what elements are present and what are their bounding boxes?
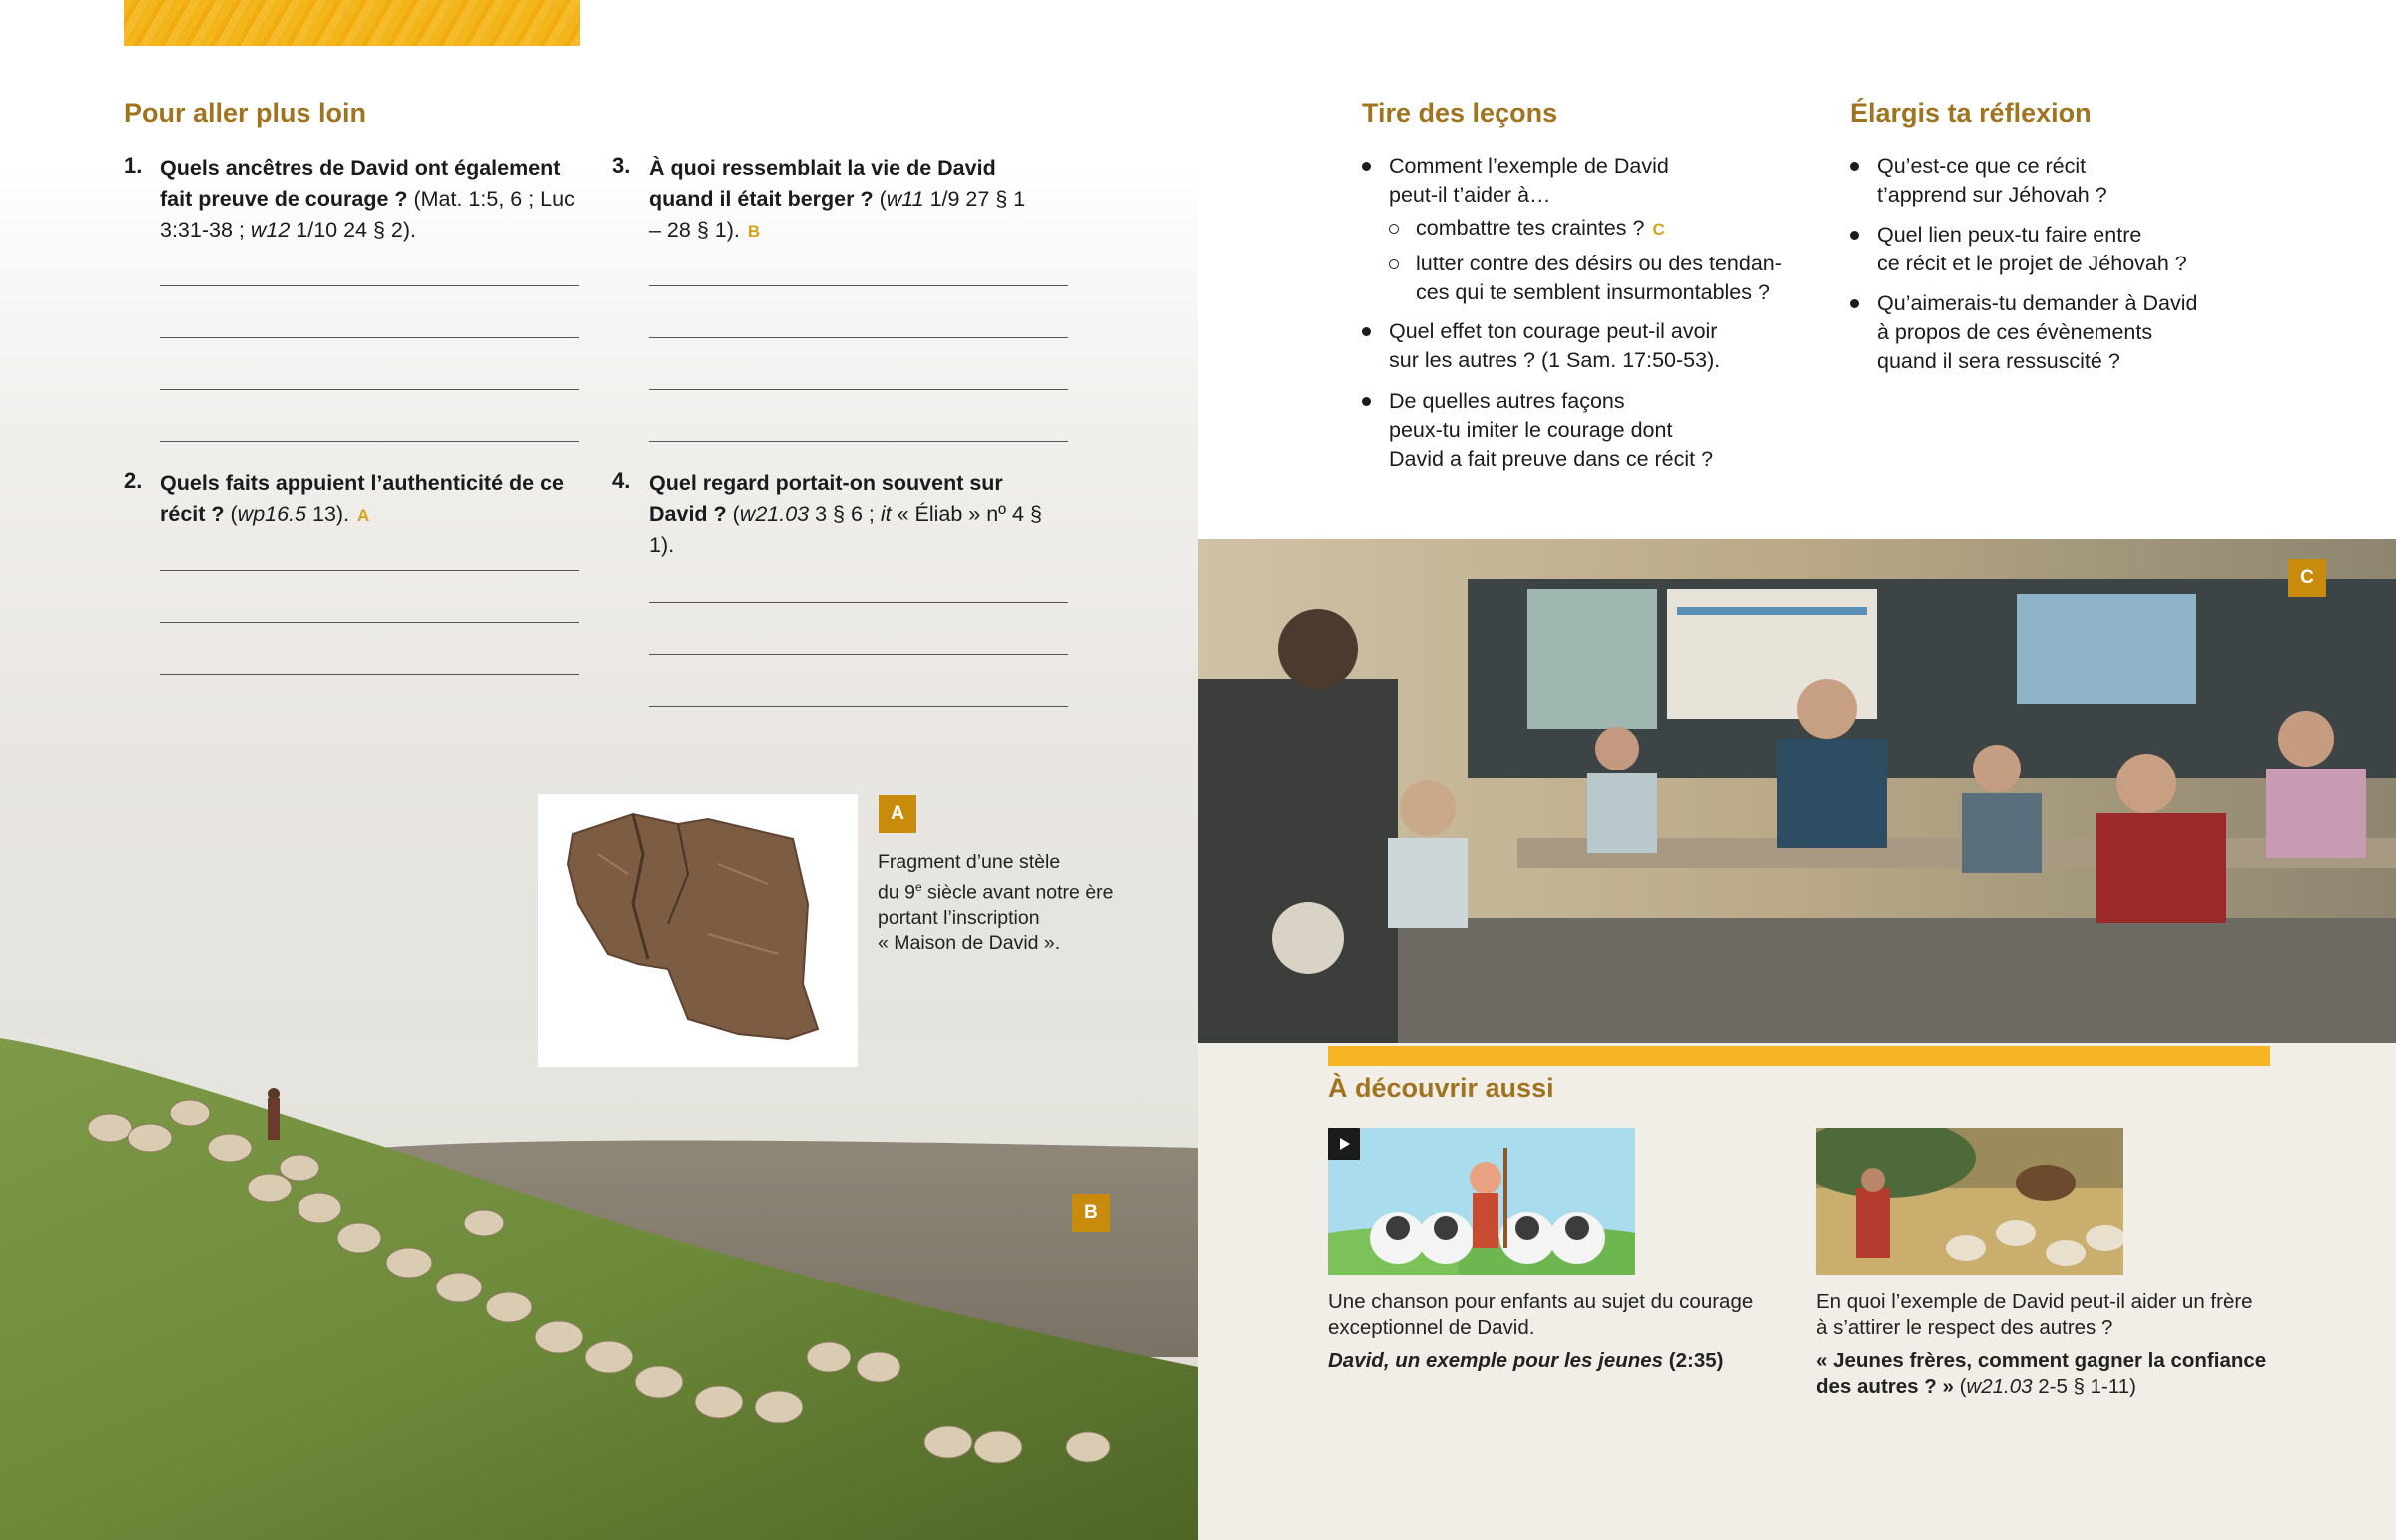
question-ref-publication: it [880, 502, 892, 526]
question-ref: « Éliab » nº 4 § 1). [649, 502, 1042, 557]
question-1 [124, 153, 583, 246]
article-thumbnail[interactable] [1816, 1128, 2123, 1275]
question-ref-publication: w12 [250, 218, 291, 242]
caption-line: « Maison de David ». [878, 931, 1061, 954]
reflection-title: Élargis ta réflexion [1850, 98, 2092, 128]
question-ref: (Mat. 1:5, 6 ; Luc 3:31-38 ; [160, 187, 575, 242]
answer-line[interactable] [160, 570, 579, 571]
circle-bullet-icon [1389, 224, 1399, 234]
reflection-item: Qu’est-ce que ce récit t’apprend sur Jéhovah ? [1850, 152, 2269, 210]
video-caption: Une chanson pour enfants au sujet du courage exceptionnel de David. David, un exemple pour les jeunes (2:35) [1328, 1289, 1787, 1374]
bullet-icon [1850, 299, 1859, 308]
classroom-image [1198, 539, 2396, 1043]
image-marker[interactable]: B [747, 222, 761, 241]
question-ref-publication: wp16.5 [237, 502, 307, 526]
bullet-icon [1850, 231, 1859, 240]
image-marker[interactable]: A [357, 506, 370, 525]
question-text: À quoi ressemblait la vie de David quand il était berger ? [649, 156, 996, 211]
question-ref: 1/10 24 § 2). [290, 218, 416, 242]
lessons-list [1362, 152, 1821, 474]
discover-title: À découvrir aussi [1328, 1073, 1554, 1103]
bullet-icon [1850, 162, 1859, 171]
image-tag-c: C [2288, 559, 2326, 597]
answer-line[interactable] [649, 389, 1068, 390]
question-ref: ( [224, 502, 238, 526]
question-ref-publication: w21.03 [739, 502, 810, 526]
shepherd-landscape-image [0, 1038, 1198, 1540]
question-ref: 1/9 27 § 1 – 28 § 1). [649, 187, 1026, 242]
top-decorative-bar [124, 0, 580, 46]
article-link[interactable]: « Jeunes frères, comment gagner la confiance des autres ? » (w21.03 2-5 § 1-11) [1816, 1349, 2267, 1398]
answer-line[interactable] [649, 337, 1068, 338]
question-2 [124, 468, 583, 531]
question-text: Quel regard portait-on souvent sur David ? [649, 471, 1003, 526]
answer-line[interactable] [160, 285, 579, 286]
caption-line: portant l’inscription [878, 906, 1040, 929]
answer-line[interactable] [649, 285, 1068, 286]
lesson-item: Quel effet ton courage peut-il avoir sur les autres ? (1 Sam. 17:50-53). [1362, 317, 1821, 375]
answer-line[interactable] [649, 441, 1068, 442]
video-link[interactable]: David, un exemple pour les jeunes (2:35) [1328, 1349, 1724, 1372]
answer-line[interactable] [160, 674, 579, 675]
answer-line[interactable] [649, 706, 1068, 707]
caption-line: du 9e siècle avant notre ère [878, 880, 1114, 904]
question-number: 4. [612, 468, 631, 493]
caption-line: Fragment d’une stèle [878, 851, 1061, 873]
answer-line[interactable] [649, 602, 1068, 603]
answer-line[interactable] [160, 389, 579, 390]
stele-fragment-image [538, 794, 858, 1067]
bullet-icon [1362, 397, 1371, 406]
lessons-title: Tire des leçons [1362, 98, 1558, 128]
bullet-icon [1362, 327, 1371, 336]
article-caption: En quoi l’exemple de David peut-il aider un frère à s’attirer le respect des autres ? « Jeunes frères, comment gagner la confiance des autres ? » (w21.03 2-5 § 1-11) [1816, 1289, 2275, 1400]
question-ref-publication: w11 [886, 187, 924, 211]
question-ref: 13). [306, 502, 350, 526]
answer-line[interactable] [649, 654, 1068, 655]
answer-line[interactable] [160, 622, 579, 623]
image-tag-b: B [1072, 1194, 1110, 1232]
question-3 [612, 153, 1071, 247]
reflection-item: Qu’aimerais-tu demander à David à propos de ces évènements quand il sera ressuscité ? [1850, 289, 2269, 376]
stele-caption [878, 850, 1137, 956]
question-ref: ( [726, 502, 740, 526]
circle-bullet-icon [1389, 259, 1399, 269]
question-ref: 3 § 6 ; [809, 502, 881, 526]
sub-lesson-item: combattre tes craintes ? C [1389, 214, 1821, 244]
reflection-list [1850, 152, 2269, 376]
image-tag-a: A [879, 795, 916, 833]
reflection-item: Quel lien peux-tu faire entre ce récit et le projet de Jéhovah ? [1850, 221, 2269, 278]
video-thumbnail[interactable] [1328, 1128, 1635, 1275]
question-number: 3. [612, 153, 631, 178]
bullet-icon [1362, 162, 1371, 171]
answer-line[interactable] [160, 337, 579, 338]
section-title: Pour aller plus loin [124, 98, 367, 128]
play-icon[interactable] [1328, 1128, 1360, 1160]
sub-lesson-item: lutter contre des désirs ou des tendan- ces qui te semblent insurmontables ? [1389, 250, 1821, 307]
question-text: Quels ancêtres de David ont également fait preuve de courage ? [160, 156, 561, 211]
image-marker[interactable]: C [1652, 220, 1665, 239]
answer-line[interactable] [160, 441, 579, 442]
discover-banner-bar [1328, 1046, 2270, 1066]
question-number: 2. [124, 468, 143, 493]
question-ref: ( [873, 187, 887, 211]
lesson-item: Comment l’exemple de David peut-il t’aider à… [1362, 152, 1821, 210]
lesson-item: De quelles autres façons peux-tu imiter le courage dont David a fait preuve dans ce récit ? [1362, 387, 1821, 474]
question-number: 1. [124, 153, 143, 178]
question-4 [612, 468, 1071, 561]
question-text: Quels faits appuient l’authenticité de ce récit ? [160, 471, 565, 526]
